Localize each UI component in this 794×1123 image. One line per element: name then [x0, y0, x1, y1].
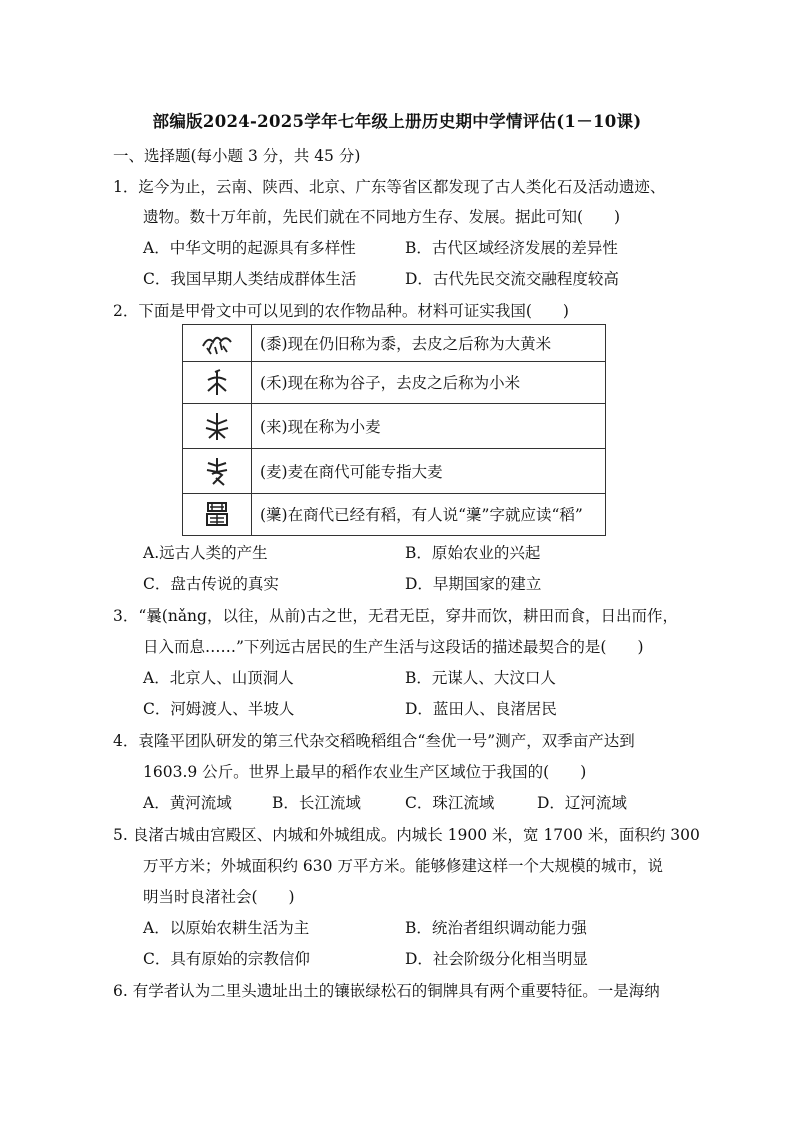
q5-stem-line1: 5. 良渚古城由宫殿区、内城和外城组成。内城长 1900 米，宽 1700 米，面积约 300 — [113, 826, 700, 844]
q3-option-c: C．河姆渡人、半坡人 — [143, 700, 295, 718]
oracle-dao-icon — [183, 493, 252, 535]
q3-option-b: B．元谋人、大汶口人 — [405, 669, 556, 687]
q2-option-b: B．原始农业的兴起 — [405, 544, 541, 562]
q4-option-b: B．长江流域 — [272, 794, 361, 812]
q5-option-d: D．社会阶级分化相当明显 — [405, 950, 588, 968]
table-row — [183, 403, 606, 448]
oracle-shu-icon — [183, 325, 252, 362]
q1-option-c: C．我国早期人类结成群体生活 — [143, 270, 357, 288]
q6-stem-line1: 6. 有学者认为二里头遗址出土的镶嵌绿松石的铜牌具有两个重要特征。一是海纳 — [113, 982, 660, 1000]
q5-stem-line2: 万平方米；外城面积约 630 万平方米。能够修建这样一个大规模的城市，说 — [143, 857, 663, 875]
q2-option-d: D．早期国家的建立 — [405, 575, 542, 593]
q1-option-b: B．古代区域经济发展的差异性 — [405, 239, 618, 257]
q2-option-a: A.远古人类的产生 — [143, 544, 268, 562]
table-cell-text: (䆃)在商代已经有稻，有人说“䆃”字就应读“稻” — [252, 493, 606, 535]
q1-stem-line1: 1．迄今为止，云南、陕西、北京、广东等省区都发现了古人类化石及活动遗迹、 — [113, 178, 666, 196]
q2-option-c: C．盘古传说的真实 — [143, 575, 279, 593]
oracle-crop-table — [182, 324, 606, 536]
q3-option-d: D．蓝田人、良渚居民 — [405, 700, 557, 718]
q4-option-a: A．黄河流域 — [143, 794, 232, 812]
q3-stem-line1: 3．“曩(nǎng，以往，从前)古之世，无君无臣，穿井而饮，耕田而食，日出而作， — [113, 607, 679, 625]
oracle-mai-icon — [183, 448, 252, 493]
table-row — [183, 361, 606, 403]
q3-stem-line2: 日入而息……”下列远古居民的生产生活与这段话的描述最契合的是( ) — [143, 638, 644, 656]
page-title: 部编版2024-2025学年七年级上册历史期中学情评估(1－10课) — [152, 112, 642, 131]
q3-option-a: A．北京人、山顶洞人 — [143, 669, 294, 687]
table-cell-text: (来)现在称为小麦 — [252, 403, 606, 448]
q2-stem-line1: 2．下面是甲骨文中可以见到的农作物品种。材料可证实我国( ) — [113, 302, 569, 320]
q4-option-c: C．珠江流域 — [405, 794, 495, 812]
q4-stem-line2: 1603.9 公斤。世界上最早的稻作农业生产区域位于我国的( ) — [143, 763, 587, 781]
q1-option-d: D．古代先民交流交融程度较高 — [405, 270, 619, 288]
oracle-he-icon — [183, 361, 252, 403]
table-cell-text: (黍)现在仍旧称为黍，去皮之后称为大黄米 — [252, 325, 606, 362]
oracle-lai-icon — [183, 403, 252, 448]
table-row — [183, 325, 606, 362]
q1-stem-line2: 遗物。数十万年前，先民们就在不同地方生存、发展。据此可知( ) — [143, 208, 621, 226]
q4-option-d: D．辽河流域 — [537, 794, 627, 812]
q4-stem-line1: 4．袁隆平团队研发的第三代杂交稻晚稻组合“叁优一号”测产，双季亩产达到 — [113, 732, 635, 750]
table-row — [183, 448, 606, 493]
q5-option-c: C．具有原始的宗教信仰 — [143, 950, 310, 968]
table-cell-text: (麦)麦在商代可能专指大麦 — [252, 448, 606, 493]
q1-option-a: A．中华文明的起源具有多样性 — [143, 239, 356, 257]
q5-stem-line3: 明当时良渚社会( ) — [143, 888, 295, 906]
q5-option-b: B．统治者组织调动能力强 — [405, 919, 587, 937]
table-cell-text: (禾)现在称为谷子，去皮之后称为小米 — [252, 361, 606, 403]
table-row — [183, 493, 606, 535]
section-heading: 一、选择题(每小题 3 分，共 45 分) — [113, 147, 361, 165]
q5-option-a: A．以原始农耕生活为主 — [143, 919, 310, 937]
